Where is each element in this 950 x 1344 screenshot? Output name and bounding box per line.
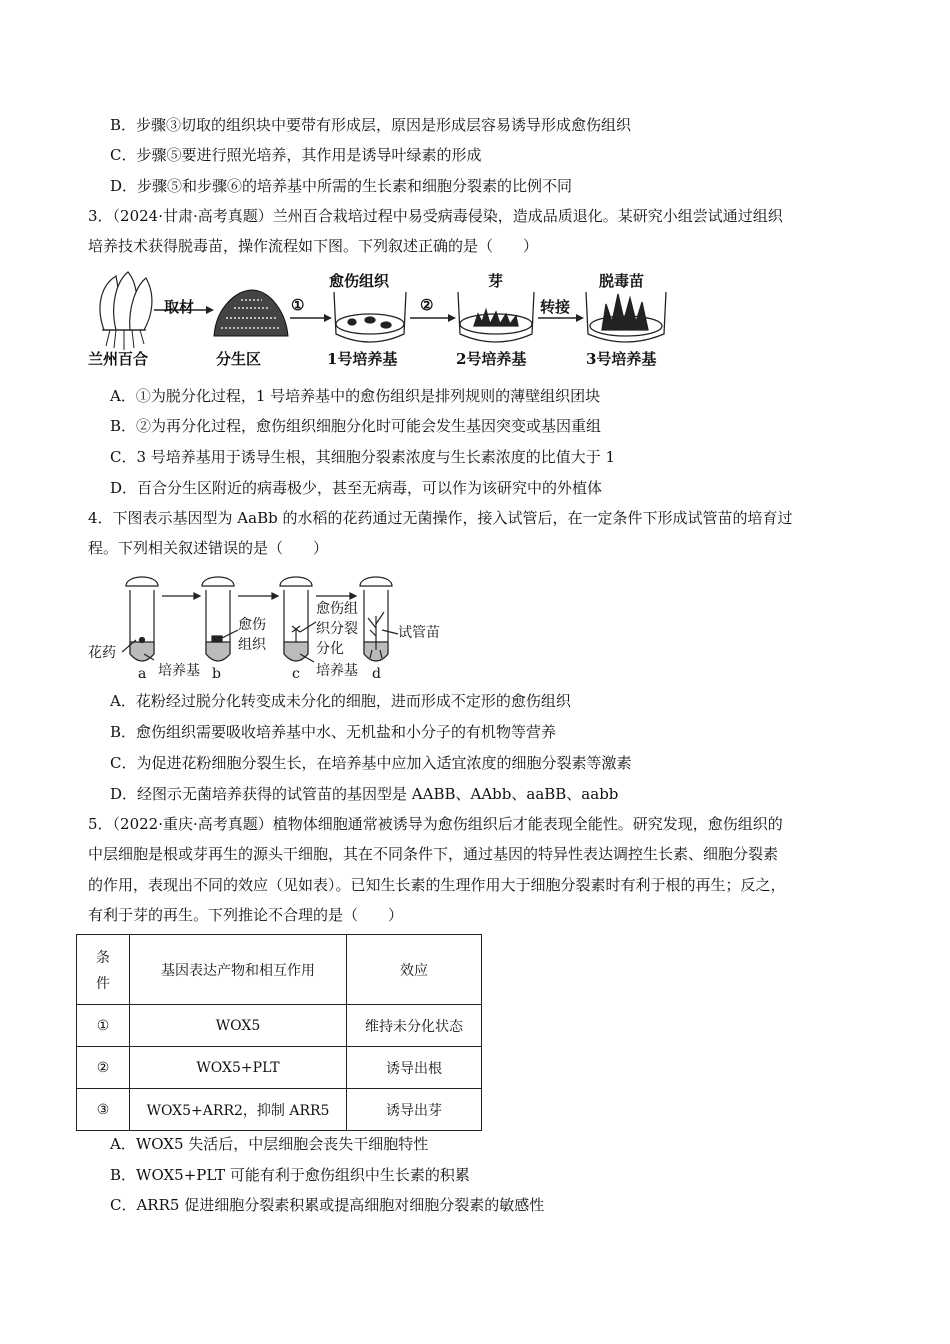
header-condition-char1: 条 [96,949,110,966]
plantlet-label: 试管苗 [398,625,440,641]
medium2-label: 2号培养基 [456,350,527,368]
culture-dish-1-icon [334,292,406,342]
seedling-label: 脱毒苗 [599,272,645,290]
q2-option-c: C．步骤⑤要进行照光培养，其作用是诱导叶绿素的形成 [110,146,482,164]
q4-stem-line2: 程。下列相关叙述错误的是（ ） [88,539,329,557]
q2-option-d: D．步骤⑤和步骤⑥的培养基中所需的生长素和细胞分裂素的比例不同 [110,177,573,195]
dividing-label-2: 织分裂 [316,621,358,637]
lily-label: 兰州百合 [88,350,149,368]
row2-effect: 诱导出根 [347,1047,482,1089]
q5-option-c: C．ARR5 促进细胞分裂素积累或提高细胞对细胞分裂素的敏感性 [110,1196,545,1214]
dividing-label-1: 愈伤组 [316,601,358,617]
row3-effect: 诱导出芽 [347,1089,482,1131]
q4-stem-line1: 4．下图表示基因型为 AaBb 的水稻的花药通过无菌操作，接入试管后，在一定条件下形成试管苗的培育过 [88,509,793,527]
q4-figure [86,570,466,684]
q5-stem-line2: 中层细胞是根或芽再生的源头干细胞，其在不同条件下，通过基因的特异性表达调控生长素、细胞分裂素 [88,845,779,863]
q5-option-a: A．WOX5 失活后，中层细胞会丧失干细胞特性 [110,1135,429,1153]
q3-stem-line1: 3．（2024·甘肃·高考真题）兰州百合栽培过程中易受病毒侵染，造成品质退化。某研究小组尝试通过组织 [88,207,783,225]
tube-c-icon [280,577,312,661]
tube-a-label: a [138,666,147,682]
q4-option-b: B．愈伤组织需要吸收培养基中水、无机盐和小分子的有机物等营养 [110,723,557,741]
dividing-label-3: 分化 [316,641,344,657]
q4-option-c: C．为促进花粉细胞分裂生长，在培养基中应加入适宜浓度的细胞分裂素等激素 [110,754,632,772]
row1-effect: 维持未分化状态 [347,1005,482,1047]
tube-b-icon [202,577,234,661]
q5-option-b: B．WOX5+PLT 可能有利于愈伤组织中生长素的积累 [110,1166,470,1184]
medium-c-label: 培养基 [316,663,358,679]
header-condition [77,935,130,1005]
row1-condition: ① [77,1005,130,1047]
anther-label: 花药 [88,645,116,661]
row3-expression: WOX5+ARR2，抑制 ARR5 [130,1089,347,1131]
header-effect: 效应 [347,935,482,1005]
row2-expression: WOX5+PLT [130,1047,347,1089]
table-header-row [77,935,482,1005]
culture-dish-3-icon [586,292,666,342]
q3-option-b: B．②为再分化过程，愈伤组织细胞分化时可能会发生基因突变或基因重组 [110,417,602,435]
take-label: 取材 [164,298,195,316]
q4-option-a: A．花粉经过脱分化转变成未分化的细胞，进而形成不定形的愈伤组织 [110,692,571,710]
tube-d-icon [360,577,392,661]
header-condition-char2: 件 [96,975,110,992]
step1-label: ① [291,296,305,314]
transfer-label: 转接 [540,298,571,316]
meristem-label: 分生区 [216,350,262,368]
tube-d-label: d [372,666,381,682]
q2-option-b: B．步骤③切取的组织块中要带有形成层，原因是形成层容易诱导形成愈伤组织 [110,116,632,134]
header-expression: 基因表达产物和相互作用 [130,935,347,1005]
q5-stem-line1: 5．（2022·重庆·高考真题）植物体细胞通常被诱导为愈伤组织后才能表现全能性。研究发现，愈伤组织的 [88,815,783,833]
tube-a-icon [126,577,158,661]
row1-expression: WOX5 [130,1005,347,1047]
q3-option-c: C．3 号培养基用于诱导生根，其细胞分裂素浓度与生长素浓度的比值大于 1 [110,448,616,466]
table-row [77,1047,482,1089]
q5-stem-line4: 有利于芽的再生。下列推论不合理的是（ ） [88,906,404,924]
row2-condition: ② [77,1047,130,1089]
table-row [77,1089,482,1131]
q4-option-d: D．经图示无菌培养获得的试管苗的基因型是 AABB、AAbb、aaBB、aabb [110,785,619,803]
tube-c-label: c [292,666,300,682]
callus-label-2: 组织 [238,637,266,653]
medium-b-label: 培养基 [158,663,200,679]
callus-label: 愈伤组织 [329,272,390,290]
q5-table [76,934,482,1131]
q3-option-d: D．百合分生区附近的病毒极少，甚至无病毒，可以作为该研究中的外植体 [110,479,603,497]
q3-stem-line2: 培养技术获得脱毒苗，操作流程如下图。下列叙述正确的是（ ） [88,237,539,255]
q3-option-a: A．①为脱分化过程，1 号培养基中的愈伤组织是排列规则的薄壁组织团块 [110,387,601,405]
meristem-tissue-icon [214,290,288,336]
step2-label: ② [420,296,434,314]
callus-label-1: 愈伤 [238,617,266,633]
table-row [77,1005,482,1047]
culture-dish-2-icon [458,292,534,342]
bud-label: 芽 [488,272,504,290]
q5-stem-line3: 的作用，表现出不同的效应（见如表）。已知生长素的生理作用大于细胞分裂素时有利于根的再生；反之， [88,876,786,894]
row3-condition: ③ [77,1089,130,1131]
tube-b-label: b [212,666,221,682]
medium1-label: 1号培养基 [327,350,398,368]
lily-bulb-icon [100,272,152,350]
q3-figure [86,268,686,372]
medium3-label: 3号培养基 [586,350,657,368]
